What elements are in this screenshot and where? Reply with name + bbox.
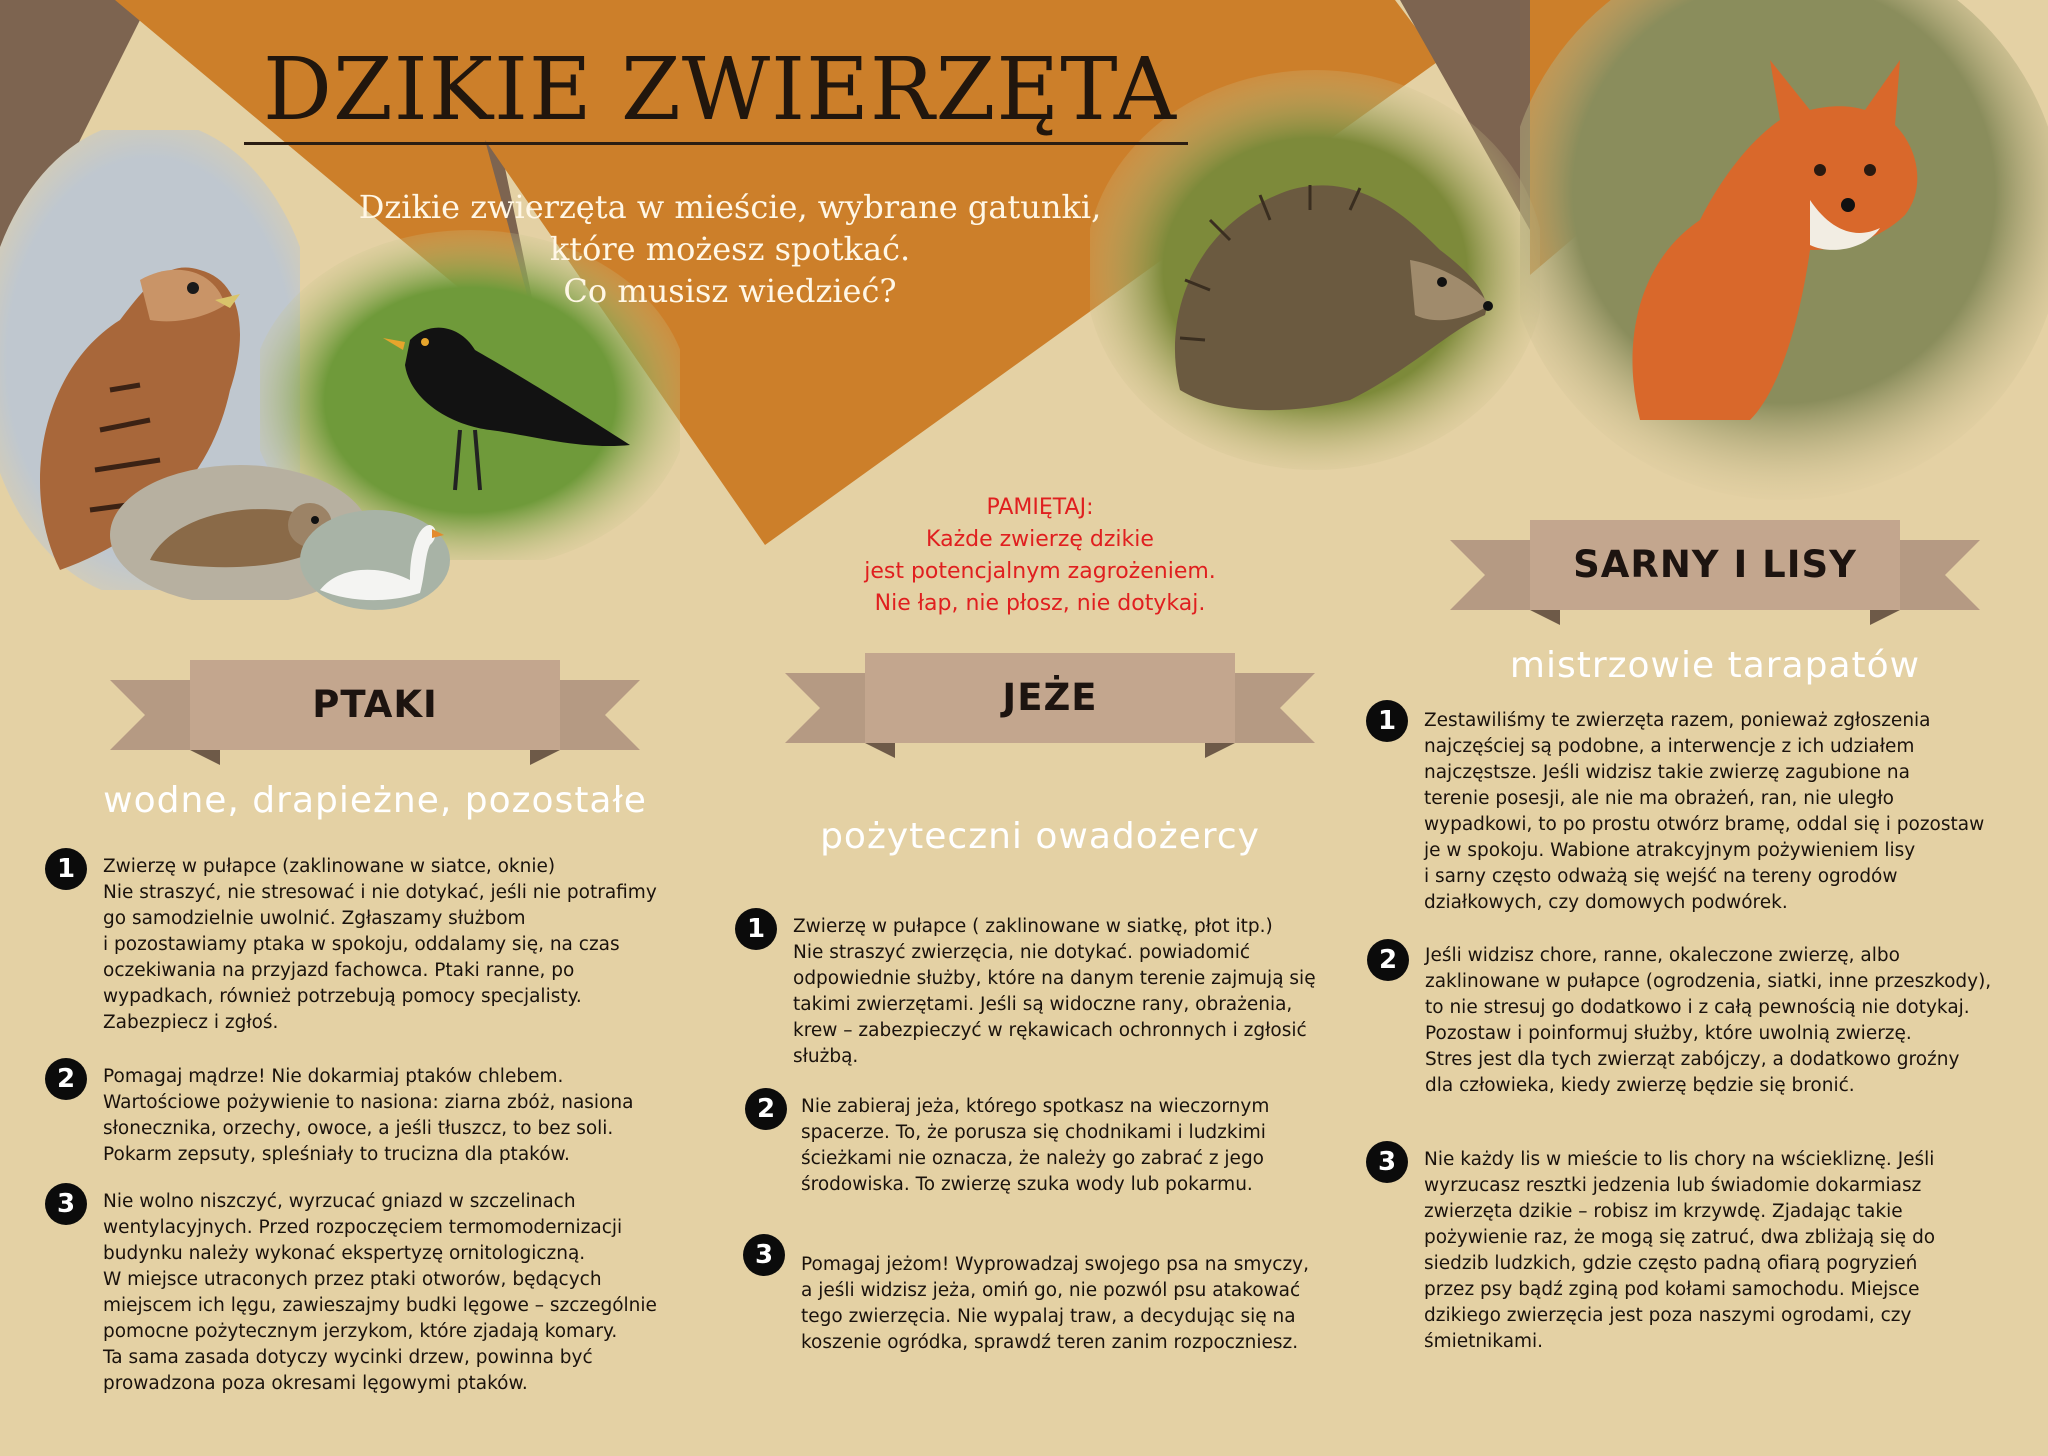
number-badge: 1 [735,908,777,950]
item-text: Nie wolno niszczyć, wyrzucać gniazd w szczelinach wentylacyjnych. Przed rozpoczęciem termomodernizacji budynku należy wykonać ekspertyzę ornitologiczną. W miejsce utraconych przez ptaki otworów, będących miejscem ich lęgu, zawieszajmy budki lęgowe – szczególnie pomocne pożytecznym jerzykom, które zjadają komary. Ta sama zasada dotyczy wycinki drzew, powinna być prowadzona poza okresami lęgowymi ptaków. [103,1191,657,1394]
section-subheading: mistrzowie tarapatów [1509,645,1921,686]
item-text: Zwierzę w pułapce ( zaklinowane w siatkę, płot itp.) Nie straszyć zwierzęcia, nie dotykać. powiadomić odpowiednie służby, które na danym terenie zajmują się takimi zwierzętami. Jeśli są widoczne rany, obrażenia, krew – zabezpieczyć w rękawicach ochronnych i zgłosić służbą. [793,916,1316,1067]
item-text: Jeśli widzisz chore, ranne, okaleczone zwierzę, albo zaklinowane w pułapce (ogrodzenia, siatki, inne przeszkody), to nie stresuj go dodatkowo i z całą pewnością nie dotykaj. Pozostaw i poinformuj służby, które uwolnią zwierzę. Stres jest dla tych zwierząt zabójczy, a dodatkowo groźny dla człowieka, kiedy zwierzę będzie się bronić. [1425,945,1992,1096]
item-text: Pomagaj jeżom! Wyprowadzaj swojego psa na smyczy, a jeśli widzisz jeża, omiń go, nie pozwól psu atakować tego zwierzęcia. Nie wypalaj traw, a decydując się na koszenie ogródka, sprawdź teren zanim rozpoczniesz. [801,1254,1310,1353]
section-banner-hedgehogs [785,648,1315,768]
list-item [1366,1141,2036,1361]
list-item [45,848,685,1038]
item-text: Pomagaj mądrze! Nie dokarmiaj ptaków chlebem. Wartościowe pożywienie to nasiona: ziarna zbóż, nasiona słonecznika, orzechy, owoce, a jeśli tłuszcz, to bez soli. Pokarm zepsuty, spleśniały to trucizna dla ptaków. [103,1066,634,1165]
number-badge: 2 [1367,939,1409,981]
item-text: Nie każdy lis w mieście to lis chory na wściekliznę. Jeśli wyrzucasz resztki jedzenia lub świadomie dokarmiasz zwierzęta dzikie – robisz im krzywdę. Zjadając takie pożywienie raz, że mogą się zatruć, dwa zbliżają się do siedzib ludzkich, gdzie często padną ofiarą pogryzień przez psy bądź zginą pod kołami samochodu. Miejsce dzikiego zwierzęcia jest poza naszymi ogrodami, czy śmietnikami. [1424,1149,1936,1352]
list-item [1367,939,2037,1109]
section-heading: PTAKI [312,683,438,726]
number-badge: 1 [1366,700,1408,742]
section-banner-deer-foxes [1450,515,1980,635]
section-heading: JEŻE [1002,676,1098,719]
section-banner-birds [110,655,640,775]
list-item [45,1058,685,1168]
page-subtitle: Dzikie zwierzęta w mieście, wybrane gatunki, które możesz spotkać. Co musisz wiedzieć? [358,188,1102,310]
item-text: Nie zabieraj jeża, którego spotkasz na wieczornym spacerze. To, że porusza się chodnikami i ludzkimi ścieżkami nie oznacza, że należy go zabrać z jego środowiska. To zwierzę szuka wody lub pokarmu. [801,1096,1270,1195]
list-item [745,1088,1345,1208]
item-text: Zwierzę w pułapce (zaklinowane w siatce, oknie) Nie straszyć, nie stresować i nie dotykać, jeśli nie potrafimy go samodzielnie uwolnić. Zgłaszamy służbom i pozostawiamy ptaka w spokoju, oddalamy się, na czas oczekiwania na przyjazd fachowca. Ptaki ranne, po wypadkach, również potrzebują pomocy specjalisty. Zabezpiecz i zgłoś. [103,856,657,1033]
item-text: Zestawiliśmy te zwierzęta razem, ponieważ zgłoszenia najczęściej są podobne, a interwencje z ich udziałem najczęstsze. Jeśli widzisz takie zwierzę zagubione na terenie posesji, ale nie ma obrażeń, ran, nie uległo wypadkowi, to po prostu otwórz bramę, oddal się i pozostaw je w spokoju. Wabione atrakcyjnym pożywieniem lisy i sarny często odważą się wejść na tereny ogrodów działkowych, czy domowych podwórek. [1424,710,1985,913]
number-badge: 3 [1366,1141,1408,1183]
swan-photo [300,505,450,610]
number-badge: 2 [45,1058,87,1100]
number-badge: 1 [45,848,87,890]
page-title: DZIKIE ZWIERZĘTA [263,40,1177,140]
list-item [1366,700,2036,920]
list-item [45,1183,705,1403]
fox-photo [1520,0,2048,520]
list-item [743,1234,1363,1354]
number-badge: 3 [45,1183,87,1225]
section-heading: SARNY I LISY [1573,543,1857,586]
number-badge: 2 [745,1088,787,1130]
section-subheading: pożyteczni owadożercy [820,816,1260,857]
remember-notice: PAMIĘTAJ: Każde zwierzę dzikie jest potencjalnym zagrożeniem. Nie łap, nie płosz, nie dotykaj. [864,495,1216,616]
section-subheading: wodne, drapieżne, pozostałe [103,780,647,821]
list-item [735,908,1355,1078]
title-underline [244,142,1188,145]
number-badge: 3 [743,1234,785,1276]
